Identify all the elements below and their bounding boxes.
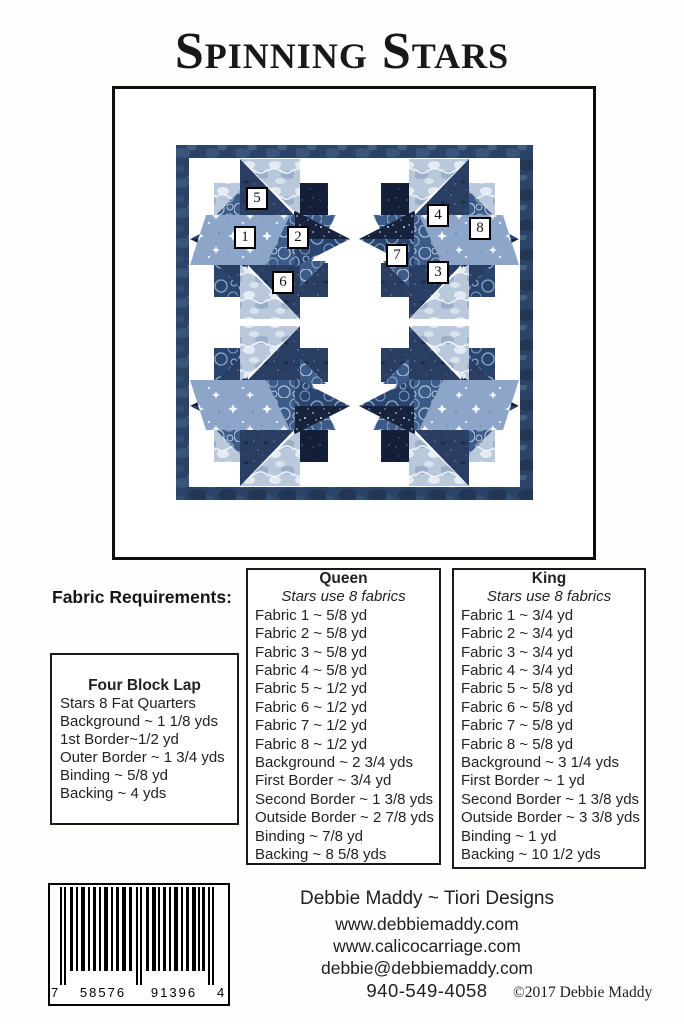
requirement-item: Fabric 7 ~ 5/8 yd — [461, 717, 574, 735]
requirement-item: 1st Border~1/2 yd — [60, 731, 179, 748]
panel-title: King — [531, 570, 567, 587]
fabric-tag-2: 2 — [287, 226, 309, 249]
phone-number: 940-549-4058 — [366, 980, 488, 1001]
panel-subtitle: Stars use 8 fabrics — [281, 588, 406, 606]
requirement-item: Backing ~ 4 yds — [60, 785, 167, 802]
panel-title: Four Block Lap — [88, 677, 201, 694]
fabric-tag-1: 1 — [234, 226, 256, 249]
fabric-tag-4: 4 — [427, 204, 449, 227]
requirement-item: Fabric 8 ~ 1/2 yd — [255, 735, 368, 753]
requirement-item: Backing ~ 10 1/2 yds — [461, 846, 601, 864]
page-title: Spinning Stars — [174, 23, 510, 80]
requirement-item: Second Border ~ 1 3/8 yds — [461, 790, 640, 808]
requirement-item: Background ~ 3 1/4 yds — [461, 754, 620, 772]
requirement-item: Fabric 1 ~ 3/4 yd — [461, 606, 574, 624]
requirement-item: Backing ~ 8 5/8 yds — [255, 846, 387, 864]
requirement-item: First Border ~ 3/4 yd — [255, 772, 392, 790]
requirement-item: Binding ~ 7/8 yd — [255, 827, 363, 845]
requirement-item: Fabric 4 ~ 3/4 yd — [461, 662, 574, 680]
fabric-tag-5: 5 — [246, 187, 268, 210]
website-link-1: www.debbiemaddy.com — [335, 914, 519, 934]
requirement-item: Binding ~ 5/8 yd — [60, 767, 168, 784]
requirement-item: Fabric 6 ~ 1/2 yd — [255, 698, 368, 716]
requirement-item: Fabric 8 ~ 5/8 yd — [461, 735, 574, 753]
requirement-item: Second Border ~ 1 3/8 yds — [255, 790, 434, 808]
requirement-item: Background ~ 1 1/8 yds — [60, 713, 219, 730]
requirement-item: Outside Border ~ 2 7/8 yds — [255, 809, 434, 827]
brand-name: Debbie Maddy ~ Tiori Designs — [300, 888, 554, 909]
quilt-graphic — [176, 145, 533, 500]
queen-panel — [246, 568, 441, 865]
requirement-item: Fabric 5 ~ 5/8 yd — [461, 680, 574, 698]
fabric-tag-8: 8 — [469, 217, 491, 240]
requirement-item: Fabric 2 ~ 3/4 yd — [461, 625, 574, 643]
barcode-digits-group2: 91396 — [150, 985, 198, 1000]
king-panel — [452, 568, 646, 869]
fabric-requirements-heading: Fabric Requirements: — [52, 587, 232, 607]
requirement-item: Fabric 6 ~ 5/8 yd — [461, 698, 574, 716]
copyright-notice: ©2017 Debbie Maddy — [513, 984, 653, 1001]
barcode-digits-group1: 58576 — [79, 985, 127, 1000]
requirement-item: Fabric 3 ~ 5/8 yd — [255, 643, 368, 661]
requirement-item: Outer Border ~ 1 3/4 yds — [60, 749, 225, 766]
requirement-item: Background ~ 2 3/4 yds — [255, 754, 414, 772]
fabric-tag-7: 7 — [386, 244, 408, 267]
requirement-item: Fabric 3 ~ 3/4 yd — [461, 643, 574, 661]
requirement-item: Binding ~ 1 yd — [461, 827, 557, 845]
four-block-lap-panel — [50, 653, 239, 825]
barcode-bars — [50, 885, 224, 1000]
requirement-item: Fabric 2 ~ 5/8 yd — [255, 625, 368, 643]
panel-title: Queen — [319, 570, 368, 587]
requirement-item: Fabric 1 ~ 5/8 yd — [255, 606, 368, 624]
quilt-photo — [176, 145, 533, 500]
requirement-item: Fabric 5 ~ 1/2 yd — [255, 680, 368, 698]
fabric-tag-3: 3 — [427, 261, 449, 284]
requirement-item: Fabric 4 ~ 5/8 yd — [255, 662, 368, 680]
requirement-item: Stars 8 Fat Quarters — [60, 695, 196, 712]
quilt-frame — [112, 86, 596, 560]
barcode-digit-prefix: 7 — [51, 985, 59, 1000]
barcode — [48, 883, 230, 1006]
fabric-tag-6: 6 — [272, 271, 294, 294]
panel-subtitle: Stars use 8 fabrics — [486, 588, 612, 606]
requirement-item: First Border ~ 1 yd — [461, 772, 585, 790]
email-address: debbie@debbiemaddy.com — [320, 958, 534, 978]
barcode-digit-suffix: 4 — [217, 985, 224, 1000]
website-link-2: www.calicocarriage.com — [333, 936, 521, 956]
requirement-item: Outside Border ~ 3 3/8 yds — [461, 809, 640, 827]
requirement-item: Fabric 7 ~ 1/2 yd — [255, 717, 368, 735]
